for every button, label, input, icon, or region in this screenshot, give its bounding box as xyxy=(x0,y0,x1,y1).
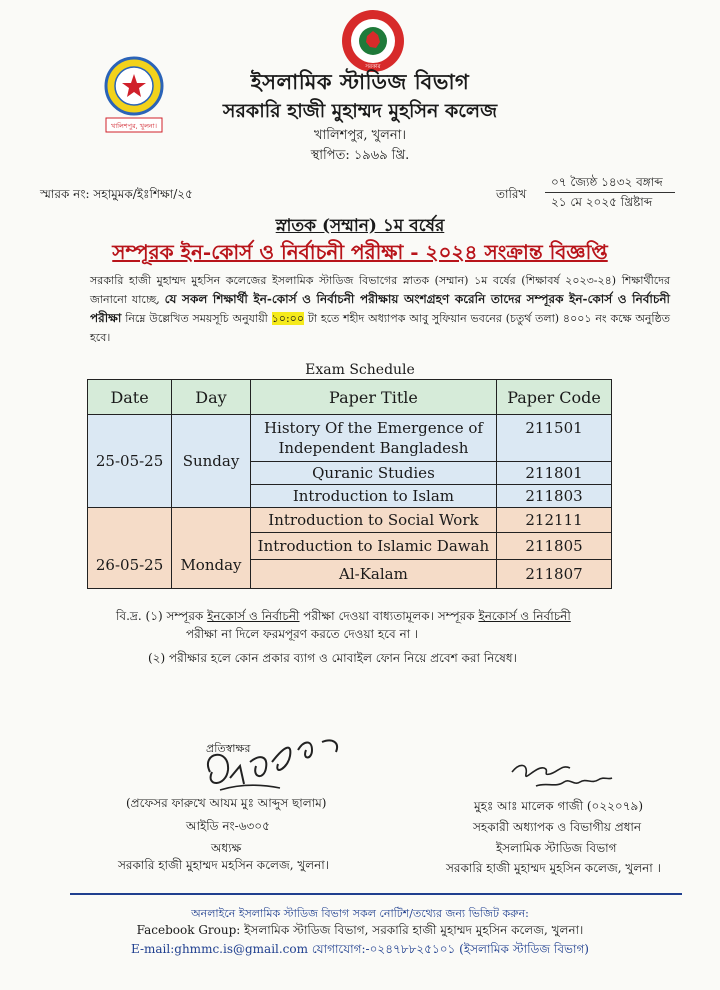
college-location: খালিশপুর, খুলনা। xyxy=(313,128,407,143)
department-title: ইসলামিক স্টাডিজ বিভাগ xyxy=(250,69,470,94)
note-1-middle: পরীক্ষা দেওয়া বাধ্যতামূলক। সম্পূরক xyxy=(299,609,479,623)
notice-title: সম্পূরক ইন-কোর্স ও নির্বাচনী পরীক্ষা - ২০২৪ সংক্রান্ত বিজ্ঞপ্তি xyxy=(112,240,608,264)
date-divider xyxy=(545,192,675,193)
principal-id: আইডি নং-৬৩০৫ xyxy=(186,819,270,833)
paper-title: Quranic Studies xyxy=(250,462,496,485)
header-paper-title: Paper Title xyxy=(250,380,496,415)
body-part-3: নিম্নে উল্লেখিত সময়সূচি অনুযায়ী xyxy=(121,312,272,325)
footer-divider xyxy=(70,893,682,895)
government-seal xyxy=(340,8,406,74)
exam-time-highlight: ১০:০০ xyxy=(271,312,304,325)
established-year: স্থাপিত: ১৯৬৯ খ্রি. xyxy=(310,148,410,163)
hod-role: সহকারী অধ্যাপক ও বিভাগীয় প্রধান xyxy=(473,820,642,834)
exam-date: 26-05-25 xyxy=(88,508,172,589)
table-row xyxy=(88,415,612,462)
note-1 xyxy=(116,606,616,626)
paper-code: 211501 xyxy=(497,415,612,462)
date-label: তারিখ xyxy=(496,187,527,201)
body-part-2: যে সকল শিক্ষার্থী ইন-কোর্স ও নির্বাচনী পরীক্ষায় অংশগ্রহণ করেনি তাদের সম্পূরক ইন-কোর্স ও নির্বাচনী পরীক্ষা xyxy=(90,292,670,325)
paper-code: 211807 xyxy=(497,560,612,589)
exam-day: Sunday xyxy=(172,415,251,508)
paper-code: 211805 xyxy=(497,533,612,560)
principal-signature xyxy=(190,732,380,804)
paper-title: Introduction to Islamic Dawah xyxy=(250,533,496,560)
svg-text:সরকার: সরকার xyxy=(365,64,381,70)
footer-facebook-group: Facebook Group: ইসলামিক স্টাডিজ বিভাগ, সরকারি হাজী মুহাম্মদ মুহসিন কলেজ, খুলনা। xyxy=(136,923,584,937)
exam-schedule-caption: Exam Schedule xyxy=(305,362,415,378)
paper-title: Al-Kalam xyxy=(250,560,496,589)
footer-visit-line: অনলাইনে ইসলামিক স্টাডিজ বিভাগ সকল নোটিশ/তথ্যের জন্য ভিজিট করুন: xyxy=(191,907,529,920)
note-1-underline-b: ইনকোর্স ও নির্বাচনী xyxy=(478,609,571,623)
exam-date: 25-05-25 xyxy=(88,415,172,508)
exam-schedule-table xyxy=(87,379,612,589)
date-gregorian: ২১ মে ২০২৫ খ্রিষ্টাব্দ xyxy=(551,195,653,209)
body-part-4: টা হতে শহীদ অধ্যাপক আবু সুফিয়ান ভবনের (চতুর্থ তলা) ৪০০১ নং কক্ষে অনুষ্ঠিত হবে। xyxy=(90,312,671,344)
notice-subtitle: স্নাতক (সম্মান) ১ম বর্ষের xyxy=(275,216,445,236)
paper-title: Introduction to Social Work xyxy=(250,508,496,533)
hod-department: ইসলামিক স্টাডিজ বিভাগ xyxy=(496,841,617,855)
paper-code: 211803 xyxy=(497,485,612,508)
notice-body xyxy=(90,271,670,347)
svg-text:খালিশপুর, খুলনা।: খালিশপুর, খুলনা। xyxy=(110,122,158,130)
body-part-1: সরকারি হাজী মুহাম্মদ মুহসিন কলেজের ইসলামিক স্টাডিজ বিভাগের স্নাতক (সম্মান) ১ম বর্ষের (শিক্ষাবর্ষ ২০২৩-২৪) শিক্ষার্থীদের জানানো যাচ্ছে, xyxy=(90,274,670,306)
principal-organization: সরকারি হাজী মুহাম্মদ মহসিন কলেজ, খুলনা। xyxy=(118,858,330,872)
date-bangla: ০৭ জ্যৈষ্ঠ ১৪৩২ বঙ্গাব্দ xyxy=(551,175,663,189)
paper-code: 211801 xyxy=(497,462,612,485)
header-paper-code: Paper Code xyxy=(497,380,612,415)
note-1-prefix: বি.দ্র. (১) সম্পূরক xyxy=(116,609,208,623)
head-of-department-signature xyxy=(506,756,626,796)
memo-reference: স্মারক নং: সহামুমক/ইঃশিক্ষা/২৫ xyxy=(40,187,193,201)
college-name: সরকারি হাজী মুহাম্মদ মুহসিন কলেজ xyxy=(222,100,498,122)
hod-name: মুহঃ আঃ মালেক গাজী (০২২০৭৯) xyxy=(474,799,643,813)
table-header-row xyxy=(88,380,612,415)
principal-role: অধ্যক্ষ xyxy=(211,841,242,855)
note-2: (২) পরীক্ষার হলে কোন প্রকার ব্যাগ ও মোবাইল ফোন নিয়ে প্রবেশ করা নিষেধ। xyxy=(148,651,517,665)
header-day: Day xyxy=(172,380,251,415)
exam-day: Monday xyxy=(172,508,251,589)
note-1-continuation: পরীক্ষা না দিলে ফরমপূরণ করতে দেওয়া হবে না । xyxy=(186,627,419,641)
hod-organization: সরকারি হাজী মুহাম্মদ মুহসিন কলেজ, খুলনা । xyxy=(446,861,661,875)
note-1-underline-a: ইনকোর্স ও নির্বাচনী xyxy=(207,609,300,623)
paper-code: 212111 xyxy=(497,508,612,533)
header-date: Date xyxy=(88,380,172,415)
paper-title: Introduction to Islam xyxy=(250,485,496,508)
table-row xyxy=(88,508,612,533)
paper-title: History Of the Emergence of Independent Bangladesh xyxy=(250,415,496,462)
footer-contact: E-mail:ghmmc.is@gmail.com যোগাযোগ:-০২৪৭৮৮২৫১০১ (ইসলামিক স্টাডিজ বিভাগ) xyxy=(130,942,589,956)
principal-name: (প্রফেসর ফারুখে আযম মুঃ আব্দুস ছালাম) xyxy=(126,796,327,810)
countersign-label: প্রতিস্বাক্ষর xyxy=(206,742,251,755)
